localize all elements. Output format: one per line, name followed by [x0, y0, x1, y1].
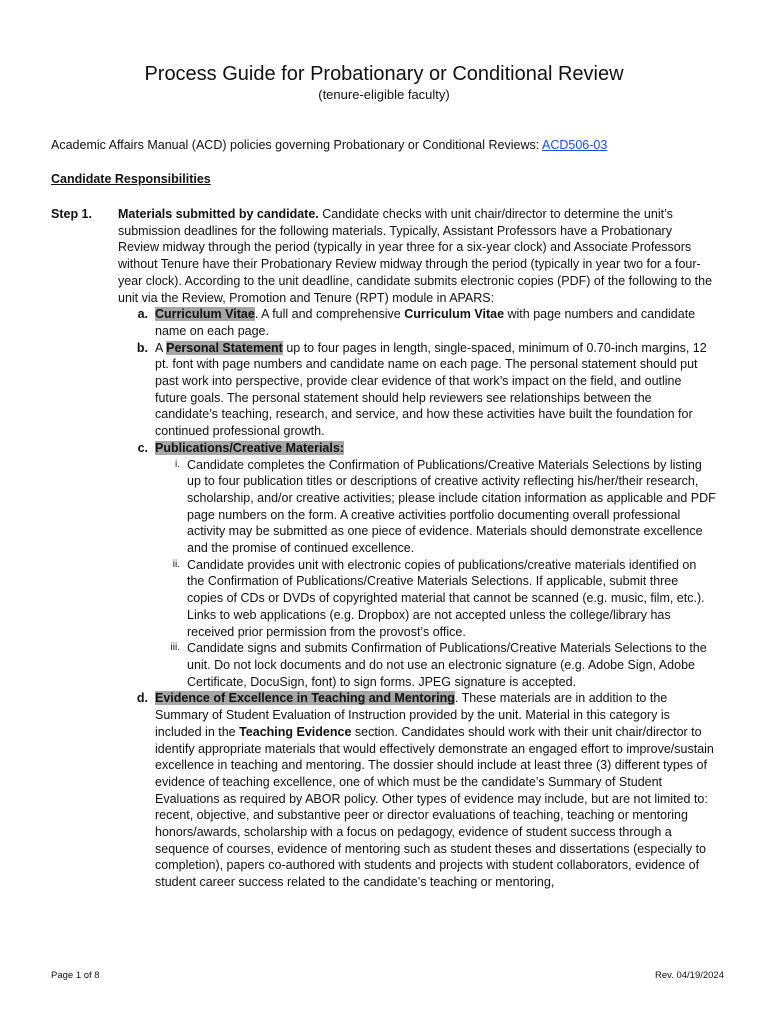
- step-body: [118, 206, 716, 891]
- list-item-c: [118, 440, 716, 457]
- sub-list-marker: iii.: [170, 642, 180, 654]
- section-heading: Candidate Responsibilities: [51, 172, 211, 186]
- sub-list-marker: ii.: [172, 558, 180, 570]
- highlight-evidence-of-excellence: Evidence of Excellence in Teaching and Mentoring: [155, 691, 455, 706]
- item-a-text-2: with page numbers and candidate name on each page.: [155, 307, 696, 338]
- item-b-text-1: up to four pages in length, single-spaced, minimum of 0.70-inch margins, 12 pt. font with page numbers and candidate name on each page. The personal statement should put past work into perspective, provide clear evidence of that work’s impact on the field, and outline future goals. The personal statement should help reviewers see relationships between the candidate’s teaching, research, and service, and how these activities have built the foundation for continued professional growth.: [155, 340, 707, 439]
- sub-item-c-i: [118, 457, 716, 557]
- item-d-bold: Teaching Evidence: [239, 724, 352, 739]
- item-d-text-2: section. Candidates should work with their unit chair/director to identify appropriate materials that would effectively demonstrate an engaged effort to improve/sustain excellence in teaching and mentoring. The dossier should include at least three (3) different types of evidence of teaching excellence, one of which must be the candidate’s Summary of Student Evaluations as required by ABOR policy. Other types of evidence may include, but are not limited to: recent, objective, and substantive peer or director evaluations of teaching, teaching or mentoring honors/awards, scholarship with a focus on pedagogy, evidence of student success through a sequence of courses, evidence of mentoring such as student theses and dissertations (especially to completion), papers co-authored with students and projects with student collaborators, evidence of student career success related to the candidate’s teaching or mentoring,: [155, 724, 714, 890]
- revision-date: Rev. 04/19/2024: [654, 970, 724, 981]
- list-marker: b.: [136, 340, 148, 355]
- item-a-text-1: . A full and comprehensive: [254, 307, 405, 322]
- list-marker: c.: [137, 440, 148, 455]
- document-title: Process Guide for Probationary or Conditional Review: [144, 63, 624, 85]
- item-a-bold: Curriculum Vitae: [404, 307, 505, 322]
- acd-policy-link[interactable]: ACD506-03: [541, 138, 608, 152]
- step-lead-paragraph: [118, 206, 716, 306]
- step-label: Step 1.: [51, 207, 92, 221]
- highlight-publications: Publications/Creative Materials:: [155, 440, 344, 455]
- list-marker: d.: [136, 691, 148, 706]
- list-item-a: [118, 306, 716, 339]
- highlight-personal-statement: Personal Statement: [166, 340, 283, 355]
- sub-list-marker: i.: [175, 458, 180, 470]
- item-b-text-0: A: [155, 340, 167, 355]
- step-lead-text: Candidate checks with unit chair/director to determine the unit’s submission deadlines for the following materials. Typically, Assistant Professors have a Probationary Review midway through the period (typically in year three for a six-year clock) and Associate Professors without Tenure have their Probationary Review midway through the period (typically in year two for a four-year clock). According to the unit deadline, candidate submits electronic copies (PDF) of the following to the unit via the Review, Promotion and Tenure (RPT) module in APARS:: [118, 207, 713, 305]
- sub-item-c-iii: [118, 640, 716, 690]
- list-marker: a.: [137, 307, 148, 322]
- item-d-text-1: . These materials are in addition to the Summary of Student Evaluation of Instruction provided by the unit. Material in this category is included in the: [155, 691, 670, 739]
- list-item-d: [118, 690, 716, 890]
- step-lead-bold: Materials submitted by candidate.: [118, 207, 319, 221]
- sub-item-c-ii: [118, 557, 716, 641]
- sub-item-text: Candidate provides unit with electronic copies of publications/creative materials identified on the Confirmation of Publications/Creative Materials Selections. If applicable, submit three copies of CDs or DVDs of copyrighted material that cannot be scanned (e.g. music, film, etc.). Links to web applications (e.g. Dropbox) are not accepted unless the college/library has received prior permission from the provost’s office.: [187, 557, 705, 639]
- highlight-curriculum-vitae: Curriculum Vitae: [155, 307, 255, 322]
- sub-item-text: Candidate completes the Confirmation of Publications/Creative Materials Selections by listing up to four publication titles or descriptions of creative activity reflecting his/her/their research, scholarship, and/or creative activities; please include citation information as applicable and PDF page numbers on the form. A creative activities portfolio documenting overall professional activity may be submitted as one piece of evidence. Materials should demonstrate excellence and the promise of continued excellence.: [187, 457, 716, 556]
- page-number: Page 1 of 8: [51, 970, 100, 981]
- intro-text: Academic Affairs Manual (ACD) policies governing Probationary or Conditional Reviews:: [51, 138, 542, 152]
- list-item-b: [118, 340, 716, 440]
- intro-line: [51, 137, 607, 153]
- document-subtitle: (tenure-eligible faculty): [318, 87, 450, 102]
- sub-item-text: Candidate signs and submits Confirmation of Publications/Creative Materials Selections to the unit. Do not lock documents and do not use an electronic signature (e.g. Adobe Sign, Adobe Certificate, DocuSign, font) to sign forms. JPEG signature is accepted.: [187, 641, 707, 689]
